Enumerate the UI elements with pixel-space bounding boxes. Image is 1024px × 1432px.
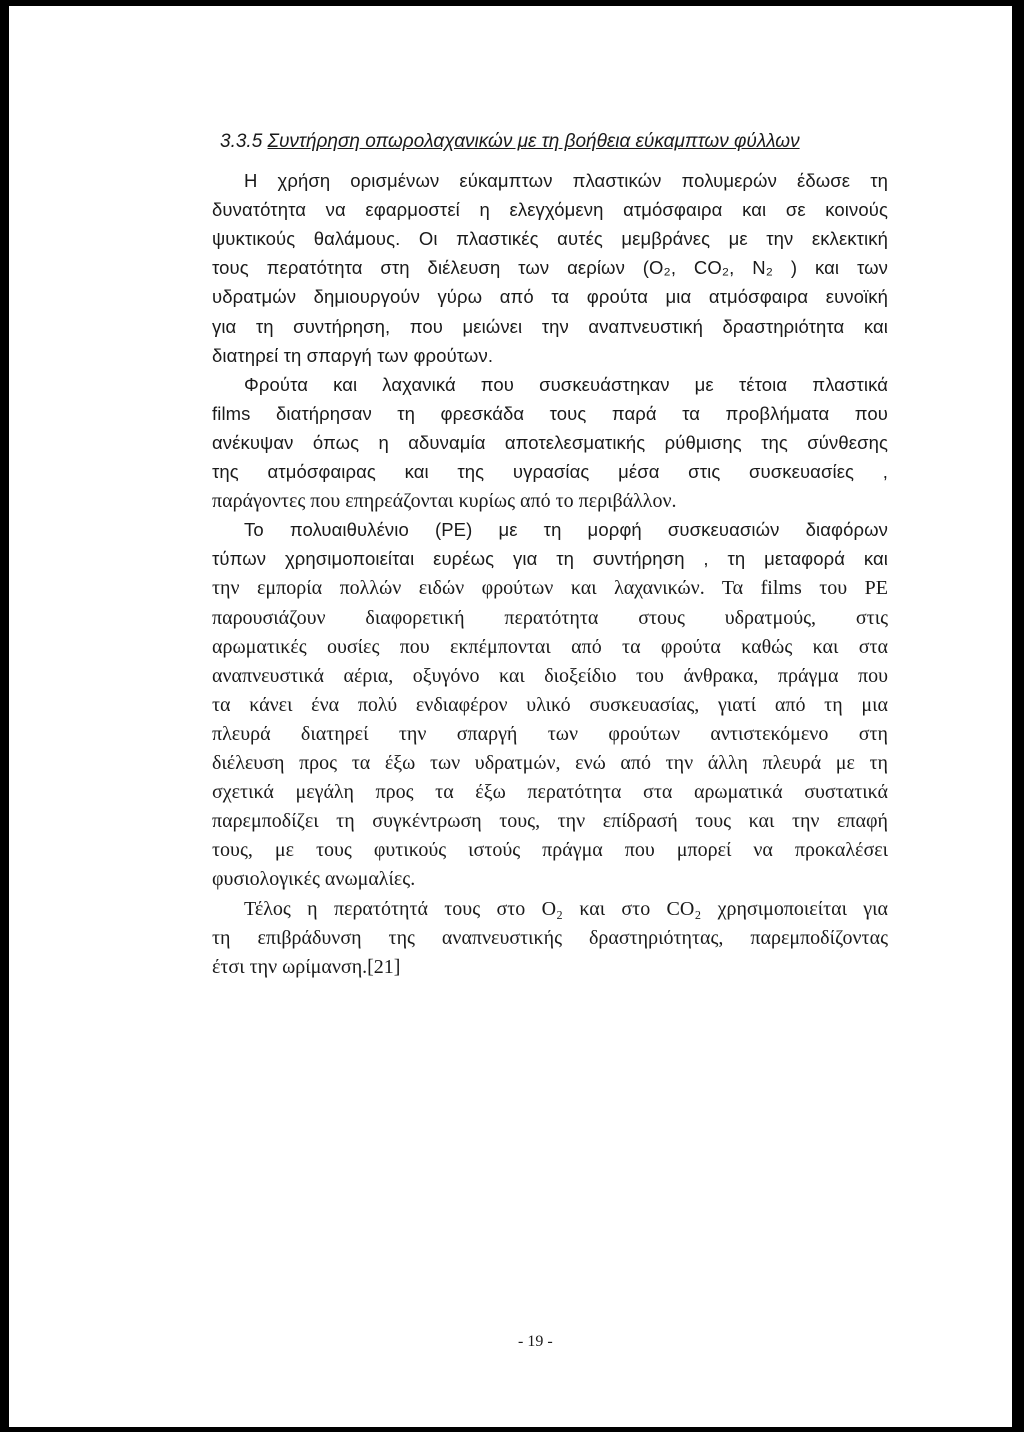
text-line: Το πολυαιθυλένιο (PE) με τη μορφή συσκευασιών διαφόρων <box>244 519 888 541</box>
text-line: φυσιολογικές ανωμαλίες. <box>212 868 416 891</box>
section-number: 3.3.5 <box>220 131 263 152</box>
text-line: πλευρά διατηρεί την σπαργή των φρούτων αντιστεκόμενο στη <box>212 722 888 745</box>
text-line: την εμπορία πολλών ειδών φρούτων και λαχανικών. Τα films του PE <box>212 577 888 600</box>
text-line: υδρατμών δημιουργούν γύρω από τα φρούτα μια ατμόσφαιρα ευνοϊκή <box>212 286 888 308</box>
text-line: Φρούτα και λαχανικά που συσκευάστηκαν με τέτοια πλαστικά <box>244 373 888 395</box>
text-line: ψυκτικούς θαλάμους. Οι πλαστικές αυτές μεμβράνες με την εκλεκτική <box>212 228 888 250</box>
text-line: παρουσιάζουν διαφορετική περατότητα στους υδρατμούς, στις <box>212 606 888 629</box>
text-line: δυνατότητα να εφαρμοστεί η ελεγχόμενη ατμόσφαιρα και σε κοινούς <box>212 199 888 221</box>
text-line: αρωματικές ουσίες που εκπέμπονται από τα φρούτα καθώς και στα <box>212 635 888 658</box>
section-title: Συντήρηση οπωρολαχανικών με τη βοήθεια εύκαμπτων φύλλων <box>267 131 800 152</box>
section-heading <box>220 131 800 153</box>
text-line: τύπων χρησιμοποιείται ευρέως για τη συντήρηση , τη μεταφορά και <box>212 548 888 570</box>
text-line: σχετικά μεγάλη προς τα έξω περατότητα στα αρωματικά συστατικά <box>212 781 888 804</box>
text-line: για τη συντήρηση, που μειώνει την αναπνευστική δραστηριότητα και <box>212 315 888 337</box>
text-line: τα κάνει ένα πολύ ενδιαφέρον υλικό συσκευασίας, γιατί από τη μια <box>212 693 888 716</box>
text-line: ανέκυψαν όπως η αδυναμία αποτελεσματικής ρύθμισης της σύνθεσης <box>212 431 888 453</box>
text-line: παρεμποδίζει τη συγκέντρωση τους, την επίδρασή τους και την επαφή <box>212 810 888 833</box>
text-line: τη επιβράδυνση της αναπνευστικής δραστηριότητας, παρεμποδίζοντας <box>212 926 888 949</box>
text-line: films διατήρησαν τη φρεσκάδα τους παρά τα προβλήματα που <box>212 402 888 424</box>
text-line: τους, με τους φυτικούς ιστούς πράγμα που μπορεί να προκαλέσει <box>212 839 888 862</box>
text-line: διατηρεί τη σπαργή των φρούτων. <box>212 344 494 366</box>
text-line: της ατμόσφαιρας και της υγρασίας μέσα στις συσκευασίες , <box>212 461 888 482</box>
document-page <box>9 6 1012 1427</box>
text-line: Τέλος η περατότητά τους στο O₂ και στο CO₂ χρησιμοποιείται για <box>244 897 888 920</box>
text-line: Η χρήση ορισμένων εύκαμπτων πλαστικών πολυμερών έδωσε τη <box>244 170 888 191</box>
text-line: διέλευση προς τα έξω των υδρατμών, ενώ από την άλλη πλευρά με τη <box>212 752 888 774</box>
text-line: παράγοντες που επηρεάζονται κυρίως από το περιβάλλον. <box>212 490 677 513</box>
text-line: τους περατότητα στη διέλευση των αερίων (O₂, CO₂, N₂ ) και των <box>212 257 888 279</box>
text-line: έτσι την ωρίμανση.[21] <box>212 955 401 978</box>
page-number: - 19 - <box>518 1333 553 1350</box>
text-line: αναπνευστικά αέρια, οξυγόνο και διοξείδιο του άνθρακα, πράγμα που <box>212 664 888 687</box>
